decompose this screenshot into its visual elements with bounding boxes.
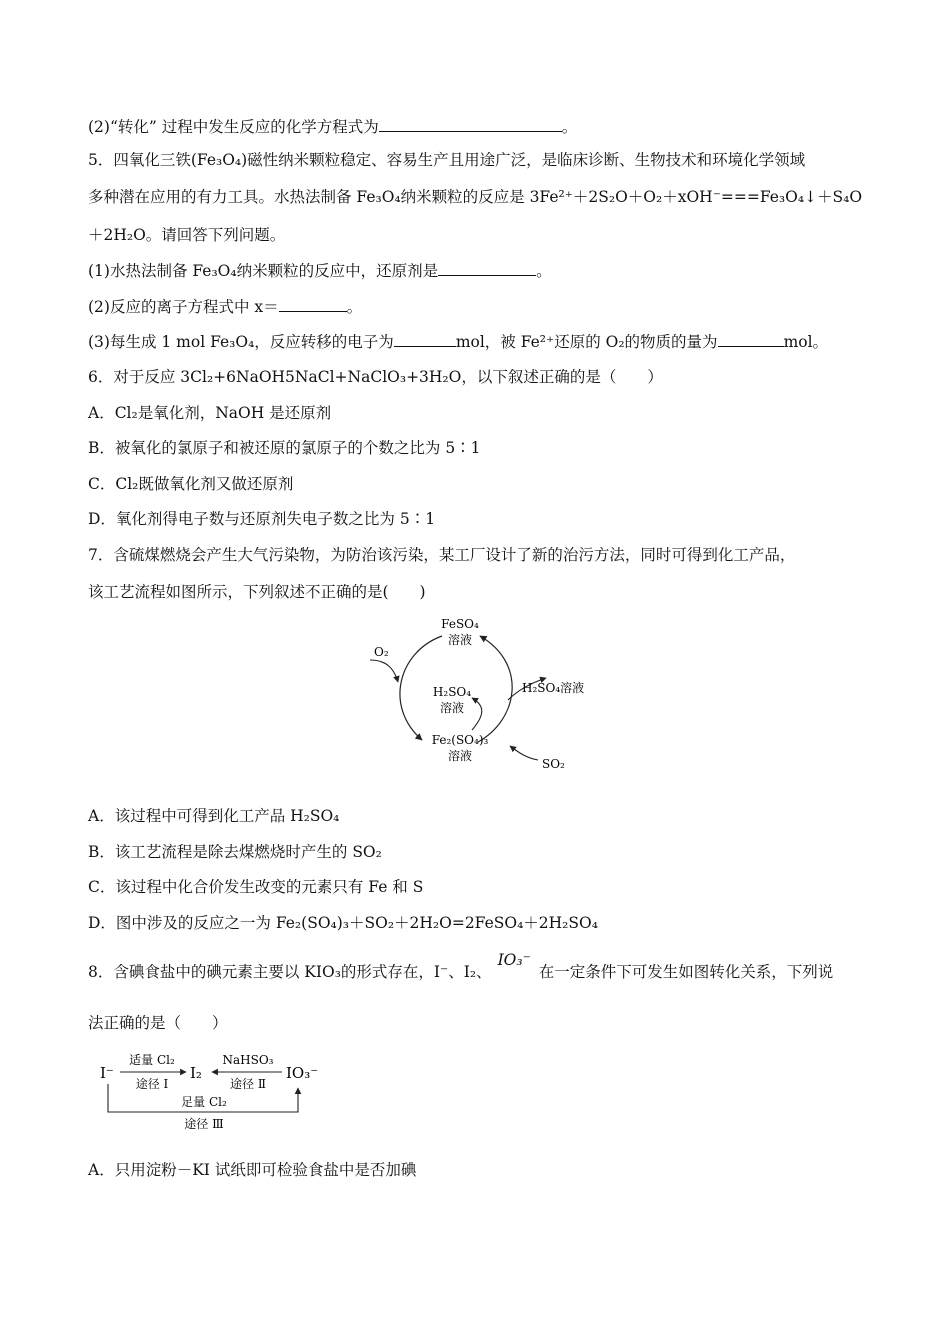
io3-formula: IO₃⁻ bbox=[497, 951, 531, 969]
q4-part2-line: (2)“转化” 过程中发生反应的化学方程式为 。 bbox=[88, 118, 578, 136]
path1-label: 途径 Ⅰ bbox=[135, 1077, 169, 1091]
q5-intro-line2: 多种潜在应用的有力工具。水热法制备 Fe₃O₄纳米颗粒的反应是 3Fe²⁺＋2S₂O＋O₂＋xOH⁻===Fe₃O₄↓＋S₄O bbox=[88, 188, 863, 206]
q5-part1-line: (1)水热法制备 Fe₃O₄纳米颗粒的反应中，还原剂是 。 bbox=[88, 262, 552, 280]
fe2so43-label: Fe₂(SO₄)₃ bbox=[431, 733, 489, 747]
answer-blank[interactable] bbox=[394, 331, 456, 347]
o2-arrow bbox=[370, 660, 398, 682]
q8-stem-line1: 8．含碘食盐中的碘元素主要以 KIO₃的形式存在，I⁻、I₂、IO₃⁻在一定条件下可发生如图转化关系，下列说 bbox=[88, 951, 834, 981]
path2-label: 途径 Ⅱ bbox=[230, 1077, 266, 1091]
so2-arrow bbox=[510, 746, 538, 760]
q7-option-b[interactable]: B．该工艺流程是除去煤燃烧时产生的 SO₂ bbox=[88, 843, 382, 861]
answer-blank[interactable] bbox=[718, 331, 784, 347]
q7-stem-line1: 7．含硫煤燃烧会产生大气污染物，为防治该污染，某工厂设计了新的治污方法，同时可得到化工产品， bbox=[88, 546, 796, 564]
path3-condition: 足量 Cl₂ bbox=[181, 1095, 227, 1109]
answer-blank[interactable] bbox=[279, 296, 347, 312]
answer-blank[interactable] bbox=[379, 116, 562, 132]
q6-option-c[interactable]: C．Cl₂既做氧化剂又做还原剂 bbox=[88, 475, 294, 493]
answer-blank[interactable] bbox=[438, 260, 536, 276]
q7-option-a[interactable]: A．该过程中可得到化工产品 H₂SO₄ bbox=[88, 807, 340, 825]
q6-option-b[interactable]: B．被氧化的氯原子和被还原的氯原子的个数之比为 5∶1 bbox=[88, 439, 481, 457]
i2-label: I₂ bbox=[190, 1064, 202, 1082]
q8-iodine-diagram bbox=[94, 1046, 334, 1134]
q7-option-c[interactable]: C．该过程中化合价发生改变的元素只有 Fe 和 S bbox=[88, 878, 424, 896]
q7-option-d[interactable]: D．图中涉及的反应之一为 Fe₂(SO₄)₃＋SO₂＋2H₂O=2FeSO₄＋2H₂SO₄ bbox=[88, 914, 598, 932]
path2-condition: NaHSO₃ bbox=[222, 1053, 274, 1067]
q7-stem-line2: 该工艺流程如图所示，下列叙述不正确的是( ) bbox=[88, 583, 426, 601]
q5-part3-line: (3)每生成 1 mol Fe₃O₄，反应转移的电子为 mol，被 Fe²⁺还原的 O₂的物质的量为 mol。 bbox=[88, 333, 829, 351]
h2so4-mid-label: H₂SO₄ bbox=[432, 685, 472, 699]
q8-option-a[interactable]: A．只用淀粉－KI 试纸即可检验食盐中是否加碘 bbox=[88, 1161, 417, 1179]
q7-process-diagram bbox=[360, 612, 600, 777]
fe2so43-solution-label: 溶液 bbox=[447, 749, 473, 763]
feso4-label: FeSO₄ bbox=[441, 617, 479, 631]
q5-intro-line3: ＋2H₂O。请回答下列问题。 bbox=[88, 226, 286, 244]
i-minus-label: I⁻ bbox=[100, 1064, 114, 1082]
q6-option-a[interactable]: A．Cl₂是氧化剂，NaOH 是还原剂 bbox=[88, 404, 332, 422]
cycle-right-arc bbox=[478, 636, 512, 742]
path3-label: 途径 Ⅲ bbox=[184, 1117, 224, 1131]
io3-label: IO₃⁻ bbox=[286, 1064, 319, 1082]
feso4-solution-label: 溶液 bbox=[447, 633, 473, 647]
q5-intro-line1: 5．四氧化三铁(Fe₃O₄)磁性纳米颗粒稳定、容易生产且用途广泛，是临床诊断、生物技术和环境化学领域 bbox=[88, 151, 806, 169]
to-mid-h2so4-arrow bbox=[472, 698, 482, 730]
q6-option-d[interactable]: D．氧化剂得电子数与还原剂失电子数之比为 5∶1 bbox=[88, 510, 436, 528]
h2so4-right-label: H₂SO₄溶液 bbox=[522, 681, 585, 695]
q8-stem-line2: 法正确的是（ ） bbox=[88, 1014, 228, 1032]
o2-label: O₂ bbox=[374, 645, 389, 659]
q4-part2-text: (2)“转化” 过程中发生反应的化学方程式为 bbox=[88, 118, 379, 136]
q5-part2-line: (2)反应的离子方程式中 x＝ 。 bbox=[88, 298, 363, 316]
h2so4-mid-solution-label: 溶液 bbox=[439, 701, 465, 715]
q6-stem: 6．对于反应 3Cl₂+6NaOH5NaCl+NaClO₃+3H₂O，以下叙述正确的是（ ） bbox=[88, 368, 663, 386]
so2-label: SO₂ bbox=[542, 757, 565, 771]
path1-condition: 适量 Cl₂ bbox=[129, 1053, 175, 1067]
